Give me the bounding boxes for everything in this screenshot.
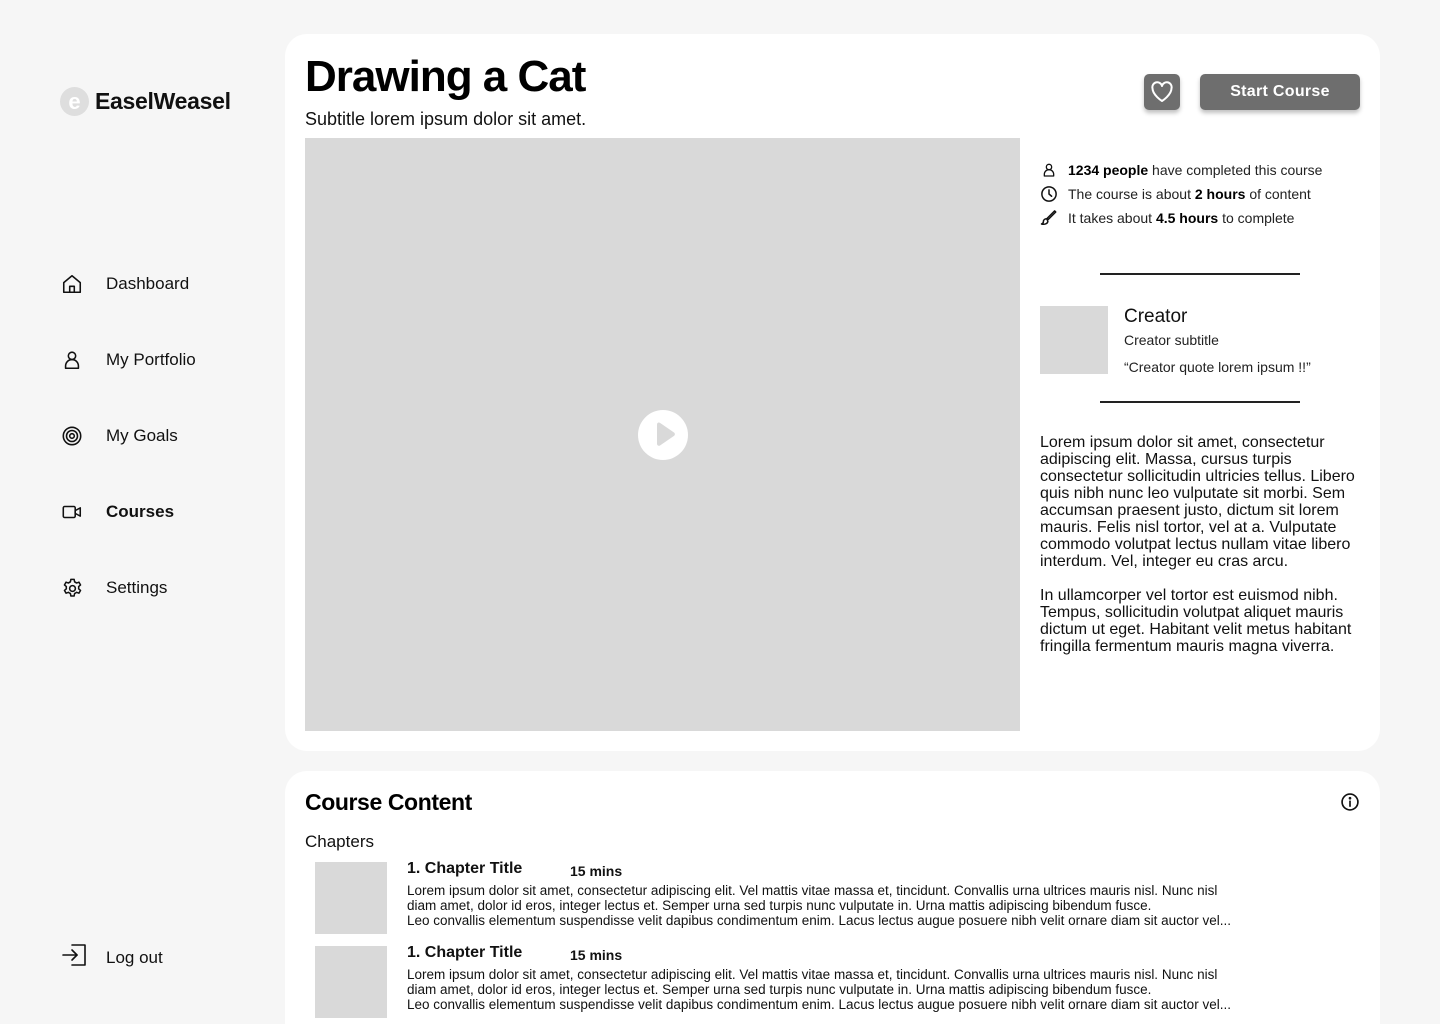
creator-subtitle: Creator subtitle: [1124, 332, 1219, 348]
chapter-duration: 15 mins: [570, 863, 623, 879]
divider: [1100, 401, 1300, 403]
heart-icon: [1150, 81, 1174, 103]
logout-icon: [60, 940, 90, 975]
info-icon[interactable]: [1340, 792, 1360, 812]
sidebar-item-dashboard[interactable]: [60, 272, 189, 296]
sidebar-item-label: Dashboard: [106, 274, 190, 293]
play-icon: [638, 410, 688, 460]
creator-quote: “Creator quote lorem ipsum !!”: [1124, 359, 1311, 375]
chapter-duration: 15 mins: [570, 947, 623, 963]
course-subtitle: Subtitle lorem ipsum dolor sit amet.: [305, 109, 587, 129]
stat-completed: 1234 people have completed this course: [1040, 158, 1360, 182]
play-button[interactable]: [638, 410, 688, 460]
completed-count: 1234 people: [1068, 162, 1149, 178]
home-icon: [60, 272, 84, 296]
clock-icon: [1040, 185, 1058, 203]
sidebar-item-settings[interactable]: [60, 576, 167, 600]
user-icon: [60, 348, 84, 372]
stat-duration: The course is about 2 hours of content: [1040, 182, 1360, 206]
divider: [1100, 273, 1300, 275]
creator-avatar: [1040, 306, 1108, 374]
sidebar-item-portfolio[interactable]: [60, 348, 196, 372]
creator-card[interactable]: [1040, 306, 1360, 376]
sidebar-item-label: My Portfolio: [106, 350, 196, 369]
page-title: Drawing a Cat: [305, 52, 586, 101]
description-paragraph: Lorem ipsum dolor sit amet, consectetur adipiscing elit. Massa, cursus turpis consectetur sollicitudin ultricies tellus. Libero quis nibh nunc leo vulputate sit morbi. Sem accumsan praesent justo, dictum sit lorem mauris. Felis nisl tortor, vel at a. Vulputate commodo volutpat lectus nullam vitae libero interdum. Vel, integer eu cras arcu.: [1040, 434, 1355, 570]
video-player[interactable]: [305, 138, 1020, 731]
sidebar-item-goals[interactable]: [60, 424, 178, 448]
description-paragraph: In ullamcorper vel tortor est euismod nibh. Tempus, sollicitudin volutpat aliquet mauris dictum ut eget. Habitant velit metus habitant fringilla fermentum mauris magna viverra.: [1040, 587, 1352, 655]
logo-mark: e: [60, 87, 89, 116]
sidebar-item-label: Settings: [106, 578, 168, 597]
chapter-thumbnail: [315, 946, 387, 1018]
chapters-label: Chapters: [305, 832, 374, 851]
chapter-title: 1. Chapter Title: [407, 860, 523, 877]
creator-name: Creator: [1124, 306, 1188, 327]
course-content-card: [285, 771, 1380, 1024]
content-hours: 2 hours: [1194, 186, 1246, 202]
logout-button[interactable]: [60, 940, 163, 975]
logout-label: Log out: [106, 947, 163, 967]
user-icon: [1040, 161, 1058, 179]
chapter-description: Lorem ipsum dolor sit amet, consectetur adipiscing elit. Vel mattis vitae massa et, tincidunt. Convallis urna ultrices mauris nisl. Nunc nisl diam amet, dolor id eros, integer lectus et. Semper urna sed turpis nunc vulputate in. Urna mattis adipiscing bibendum fusce. Leo convallis elementum suspendisse velit dapibus condimentum enim. Lacus lectus augue posuere nibh velit ornare diam sit auctor vel...: [407, 883, 1231, 928]
gear-icon: [60, 576, 84, 600]
sidebar-item-label: Courses: [106, 502, 175, 521]
completion-hours: 4.5 hours: [1155, 210, 1219, 226]
chapter-item[interactable]: [315, 946, 1365, 1018]
stat-completion-time: It takes about 4.5 hours to complete: [1040, 206, 1360, 230]
target-icon: [60, 424, 84, 448]
course-detail-card: [285, 34, 1380, 751]
chapter-thumbnail: [315, 862, 387, 934]
app-logo[interactable]: [60, 87, 231, 116]
chapter-description: Lorem ipsum dolor sit amet, consectetur adipiscing elit. Vel mattis vitae massa et, tincidunt. Convallis urna ultrices mauris nisl. Nunc nisl diam amet, dolor id eros, integer lectus et. Semper urna sed turpis nunc vulputate in. Urna mattis adipiscing bibendum fusce. Leo convallis elementum suspendisse velit dapibus condimentum enim. Lacus lectus augue posuere nibh velit ornare diam sit auctor vel...: [407, 967, 1231, 1012]
brush-icon: [1040, 209, 1058, 227]
chapter-item[interactable]: [315, 862, 1365, 934]
course-description: [1040, 434, 1362, 655]
favorite-button[interactable]: [1144, 74, 1180, 110]
app-name: EaselWeasel: [95, 88, 231, 114]
start-course-button[interactable]: Start Course: [1200, 74, 1360, 110]
video-camera-icon: [60, 500, 84, 524]
course-content-title: Course Content: [305, 789, 472, 815]
sidebar-item-courses[interactable]: [60, 500, 174, 524]
sidebar-item-label: My Goals: [106, 426, 178, 445]
course-stats: [1040, 158, 1360, 230]
chapter-title: 1. Chapter Title: [407, 944, 523, 961]
